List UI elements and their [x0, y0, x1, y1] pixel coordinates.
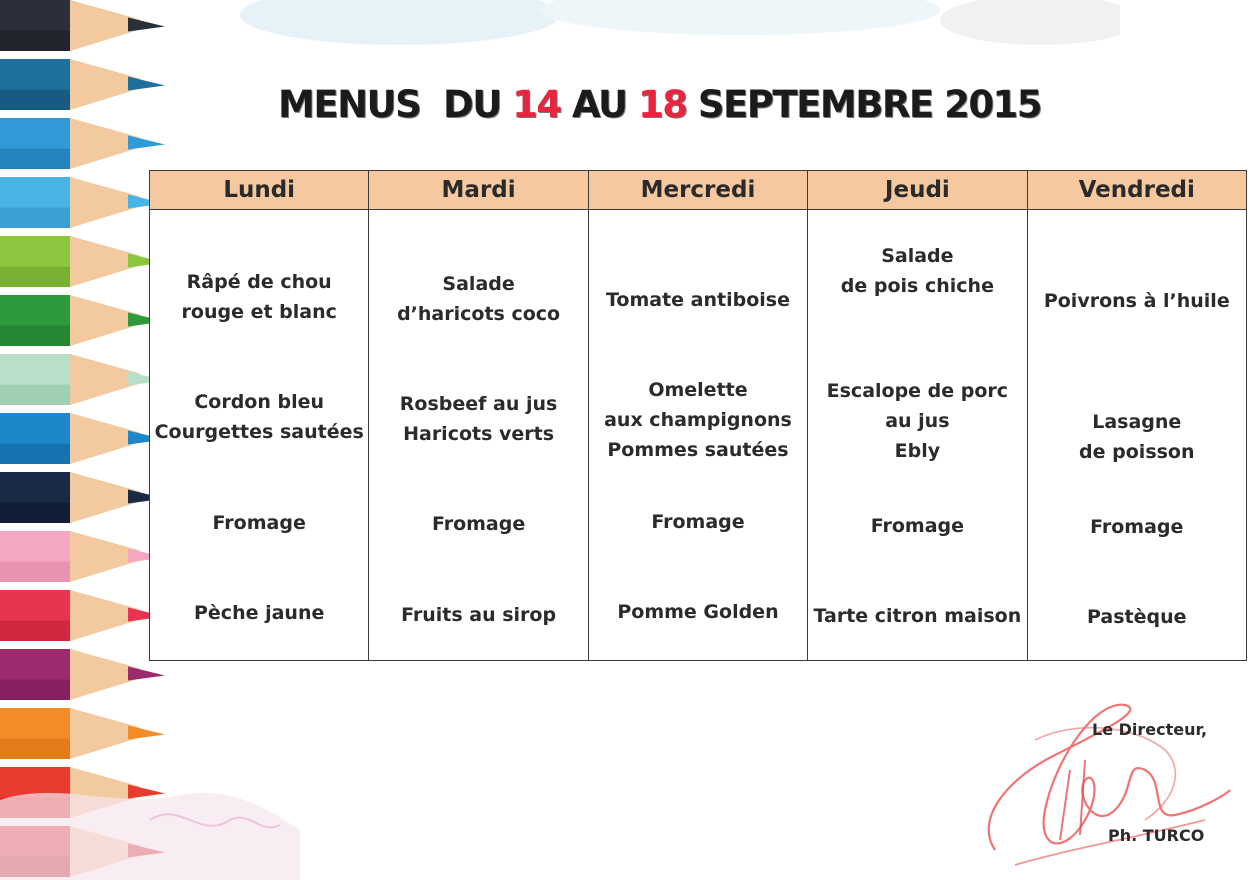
cheese [150, 508, 368, 538]
main-line: au jus [885, 410, 950, 432]
day-header: Vendredi [1027, 171, 1246, 210]
pencil [0, 472, 165, 523]
title-prefix: MENUS DU [278, 83, 513, 126]
starter [808, 241, 1026, 301]
pencil [0, 0, 165, 51]
pencil [0, 236, 165, 287]
dessert-line: Pèche jaune [194, 602, 325, 624]
day-column [150, 210, 369, 661]
main-course [1028, 407, 1246, 467]
title-mid: AU [560, 83, 638, 126]
dessert [808, 601, 1026, 631]
pencil [0, 649, 165, 700]
dessert-line: Pastèque [1087, 606, 1187, 628]
starter [589, 285, 807, 315]
day-column [1027, 210, 1246, 661]
main-line: Haricots verts [403, 423, 555, 445]
cheese [589, 507, 807, 537]
starter-line: Salade [442, 273, 515, 295]
day-column [588, 210, 807, 661]
pencil [0, 531, 165, 582]
starter-line: Tomate antiboise [605, 289, 790, 311]
page-title [278, 80, 1128, 130]
cheese [369, 509, 587, 539]
day-header: Mardi [369, 171, 588, 210]
title-suffix: SEPTEMBRE 2015 [686, 83, 1042, 126]
pencil [0, 118, 165, 169]
pencil [0, 295, 165, 346]
main-line: Cordon bleu [194, 391, 325, 413]
main-line: Rosbeef au jus [399, 393, 558, 415]
starter [369, 269, 587, 329]
day-header: Lundi [150, 171, 369, 210]
main-line: aux champignons [604, 409, 792, 431]
pencil [0, 590, 165, 641]
main-line: Escalope de porc [826, 380, 1009, 402]
starter-line: de pois chiche [840, 275, 994, 297]
main-line: Pommes sautées [607, 439, 789, 461]
starter [1028, 286, 1246, 316]
dessert-line: Tarte citron maison [813, 605, 1022, 627]
cheese-line: Fromage [431, 513, 526, 535]
starter-line: Râpé de chou [186, 271, 332, 293]
day-column [808, 210, 1027, 661]
main-line: Lasagne [1092, 411, 1182, 433]
weekly-menu-table [149, 170, 1247, 661]
main-course [589, 375, 807, 465]
cheese-line: Fromage [870, 515, 965, 537]
cheese-line: Fromage [651, 511, 745, 533]
pencil [0, 59, 165, 110]
starter-line: d’haricots coco [397, 303, 561, 325]
pencil [0, 354, 165, 405]
main-line: Omelette [648, 379, 748, 401]
cheese-line: Fromage [1090, 516, 1184, 538]
signature-name: Ph. TURCO [1108, 826, 1205, 845]
top-background-wash [220, 0, 1120, 60]
starter-line: Salade [881, 245, 954, 267]
pastel-smudge-decoration [0, 740, 300, 880]
starter-line: Poivrons à l’huile [1043, 290, 1230, 312]
main-course [150, 387, 368, 447]
title-end-day: 18 [637, 83, 687, 126]
day-header-row [150, 171, 1247, 210]
main-line: de poisson [1079, 441, 1195, 463]
pencil [0, 413, 165, 464]
cheese [808, 511, 1026, 541]
starter-line: rouge et blanc [181, 301, 337, 323]
dessert [589, 597, 807, 627]
dessert-line: Fruits au sirop [401, 604, 557, 626]
main-course [369, 389, 587, 449]
cheese-line: Fromage [212, 512, 306, 534]
day-header: Mercredi [588, 171, 807, 210]
main-line: Ebly [894, 440, 941, 462]
dessert [150, 598, 368, 628]
main-course [808, 376, 1026, 466]
main-line: Courgettes sautées [154, 421, 364, 443]
menu-body-row [150, 210, 1247, 661]
day-column [369, 210, 588, 661]
starter [150, 267, 368, 327]
cheese [1028, 512, 1246, 542]
day-header: Jeudi [808, 171, 1027, 210]
dessert [1028, 602, 1246, 632]
signature-role: Le Directeur, [1092, 720, 1208, 739]
pencil [0, 177, 165, 228]
dessert-line: Pomme Golden [617, 601, 779, 623]
title-start-day: 14 [512, 83, 561, 126]
dessert [369, 600, 587, 630]
